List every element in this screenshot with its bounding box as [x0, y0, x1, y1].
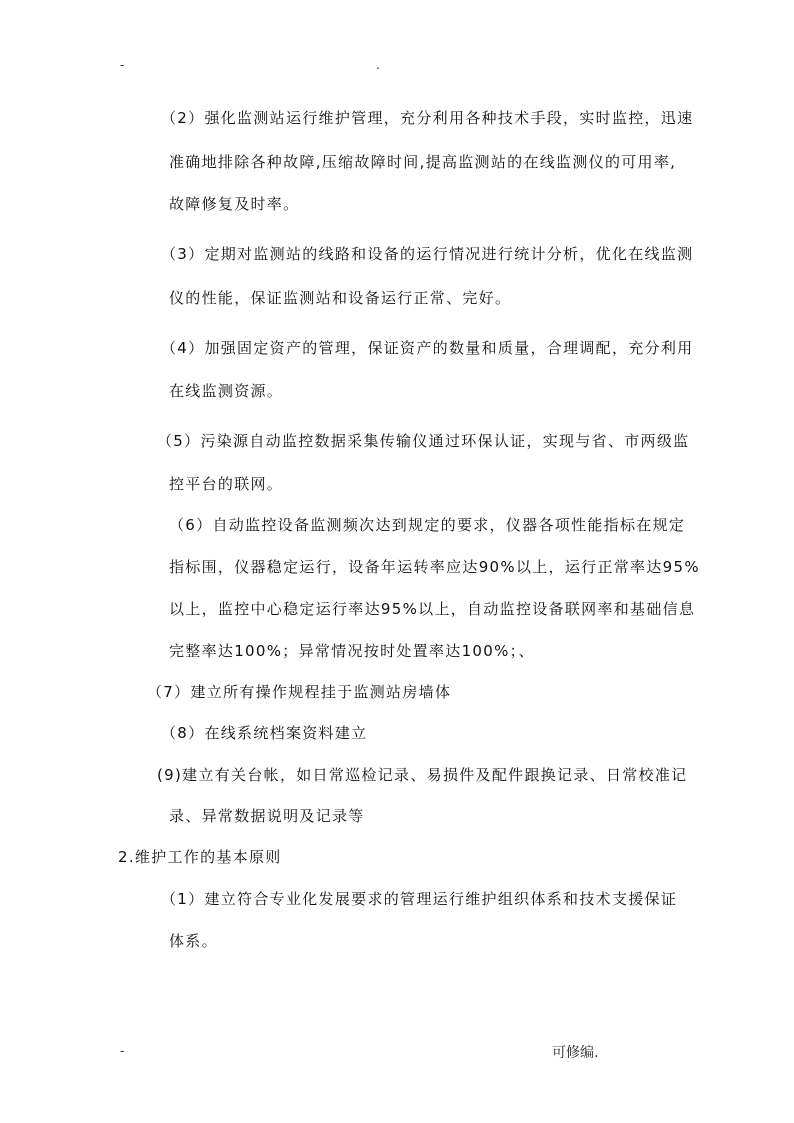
- text-line: 以上，监控中心稳定运行率达95%以上，自动监控设备联网率和基础信息: [169, 600, 696, 618]
- header-dot: .: [376, 58, 380, 72]
- text-line: (9)建立有关台帐，如日常巡检记录、易损件及配件跟换记录、日常校准记: [157, 766, 688, 784]
- text-line: 完整率达100%；异常情况按时处置率达100%；、: [169, 642, 535, 660]
- text-line: （2）强化监测站运行维护管理，充分利用各种技术手段，实时监控，迅速: [161, 109, 694, 127]
- text-line: 故障修复及时率。: [169, 195, 300, 213]
- text-line: 仪的性能，保证监测站和设备运行正常、完好。: [169, 289, 512, 307]
- text-line: 在线监测资源。: [169, 382, 284, 400]
- footer-editable-text: 可修编.: [552, 1045, 599, 1061]
- text-line: 准确地排除各种故障,压缩故障时间,提高监测站的在线监测仪的可用率,: [169, 153, 677, 171]
- text-line: 录、异常数据说明及记录等: [169, 807, 365, 825]
- text-line: （8）在线系统档案资料建立: [161, 724, 368, 742]
- text-line: （4）加强固定资产的管理，保证资产的数量和质量，合理调配，充分利用: [161, 339, 694, 357]
- header-dash: -: [120, 58, 125, 72]
- footer-dash: -: [120, 1044, 125, 1058]
- text-line: （3）定期对监测站的线路和设备的运行情况进行统计分析，优化在线监测: [161, 245, 694, 263]
- section-heading: 2.维护工作的基本原则: [118, 848, 282, 866]
- text-line: （6）自动监控设备监测频次达到规定的要求，仪器各项性能指标在规定: [169, 516, 686, 534]
- text-line: 控平台的联网。: [169, 475, 284, 493]
- text-line: （1）建立符合专业化发展要求的管理运行维护组织体系和技术支援保证: [161, 890, 678, 908]
- text-line: （7）建立所有操作规程挂于监测站房墙体: [147, 683, 452, 701]
- text-line: 指标围，仪器稳定运行，设备年运转率应达90%以上，运行正常率达95%: [169, 558, 700, 576]
- text-line: 体系。: [169, 932, 218, 950]
- text-line: （5）污染源自动监控数据采集传输仪通过环保认证，实现与省、市两级监: [157, 432, 690, 450]
